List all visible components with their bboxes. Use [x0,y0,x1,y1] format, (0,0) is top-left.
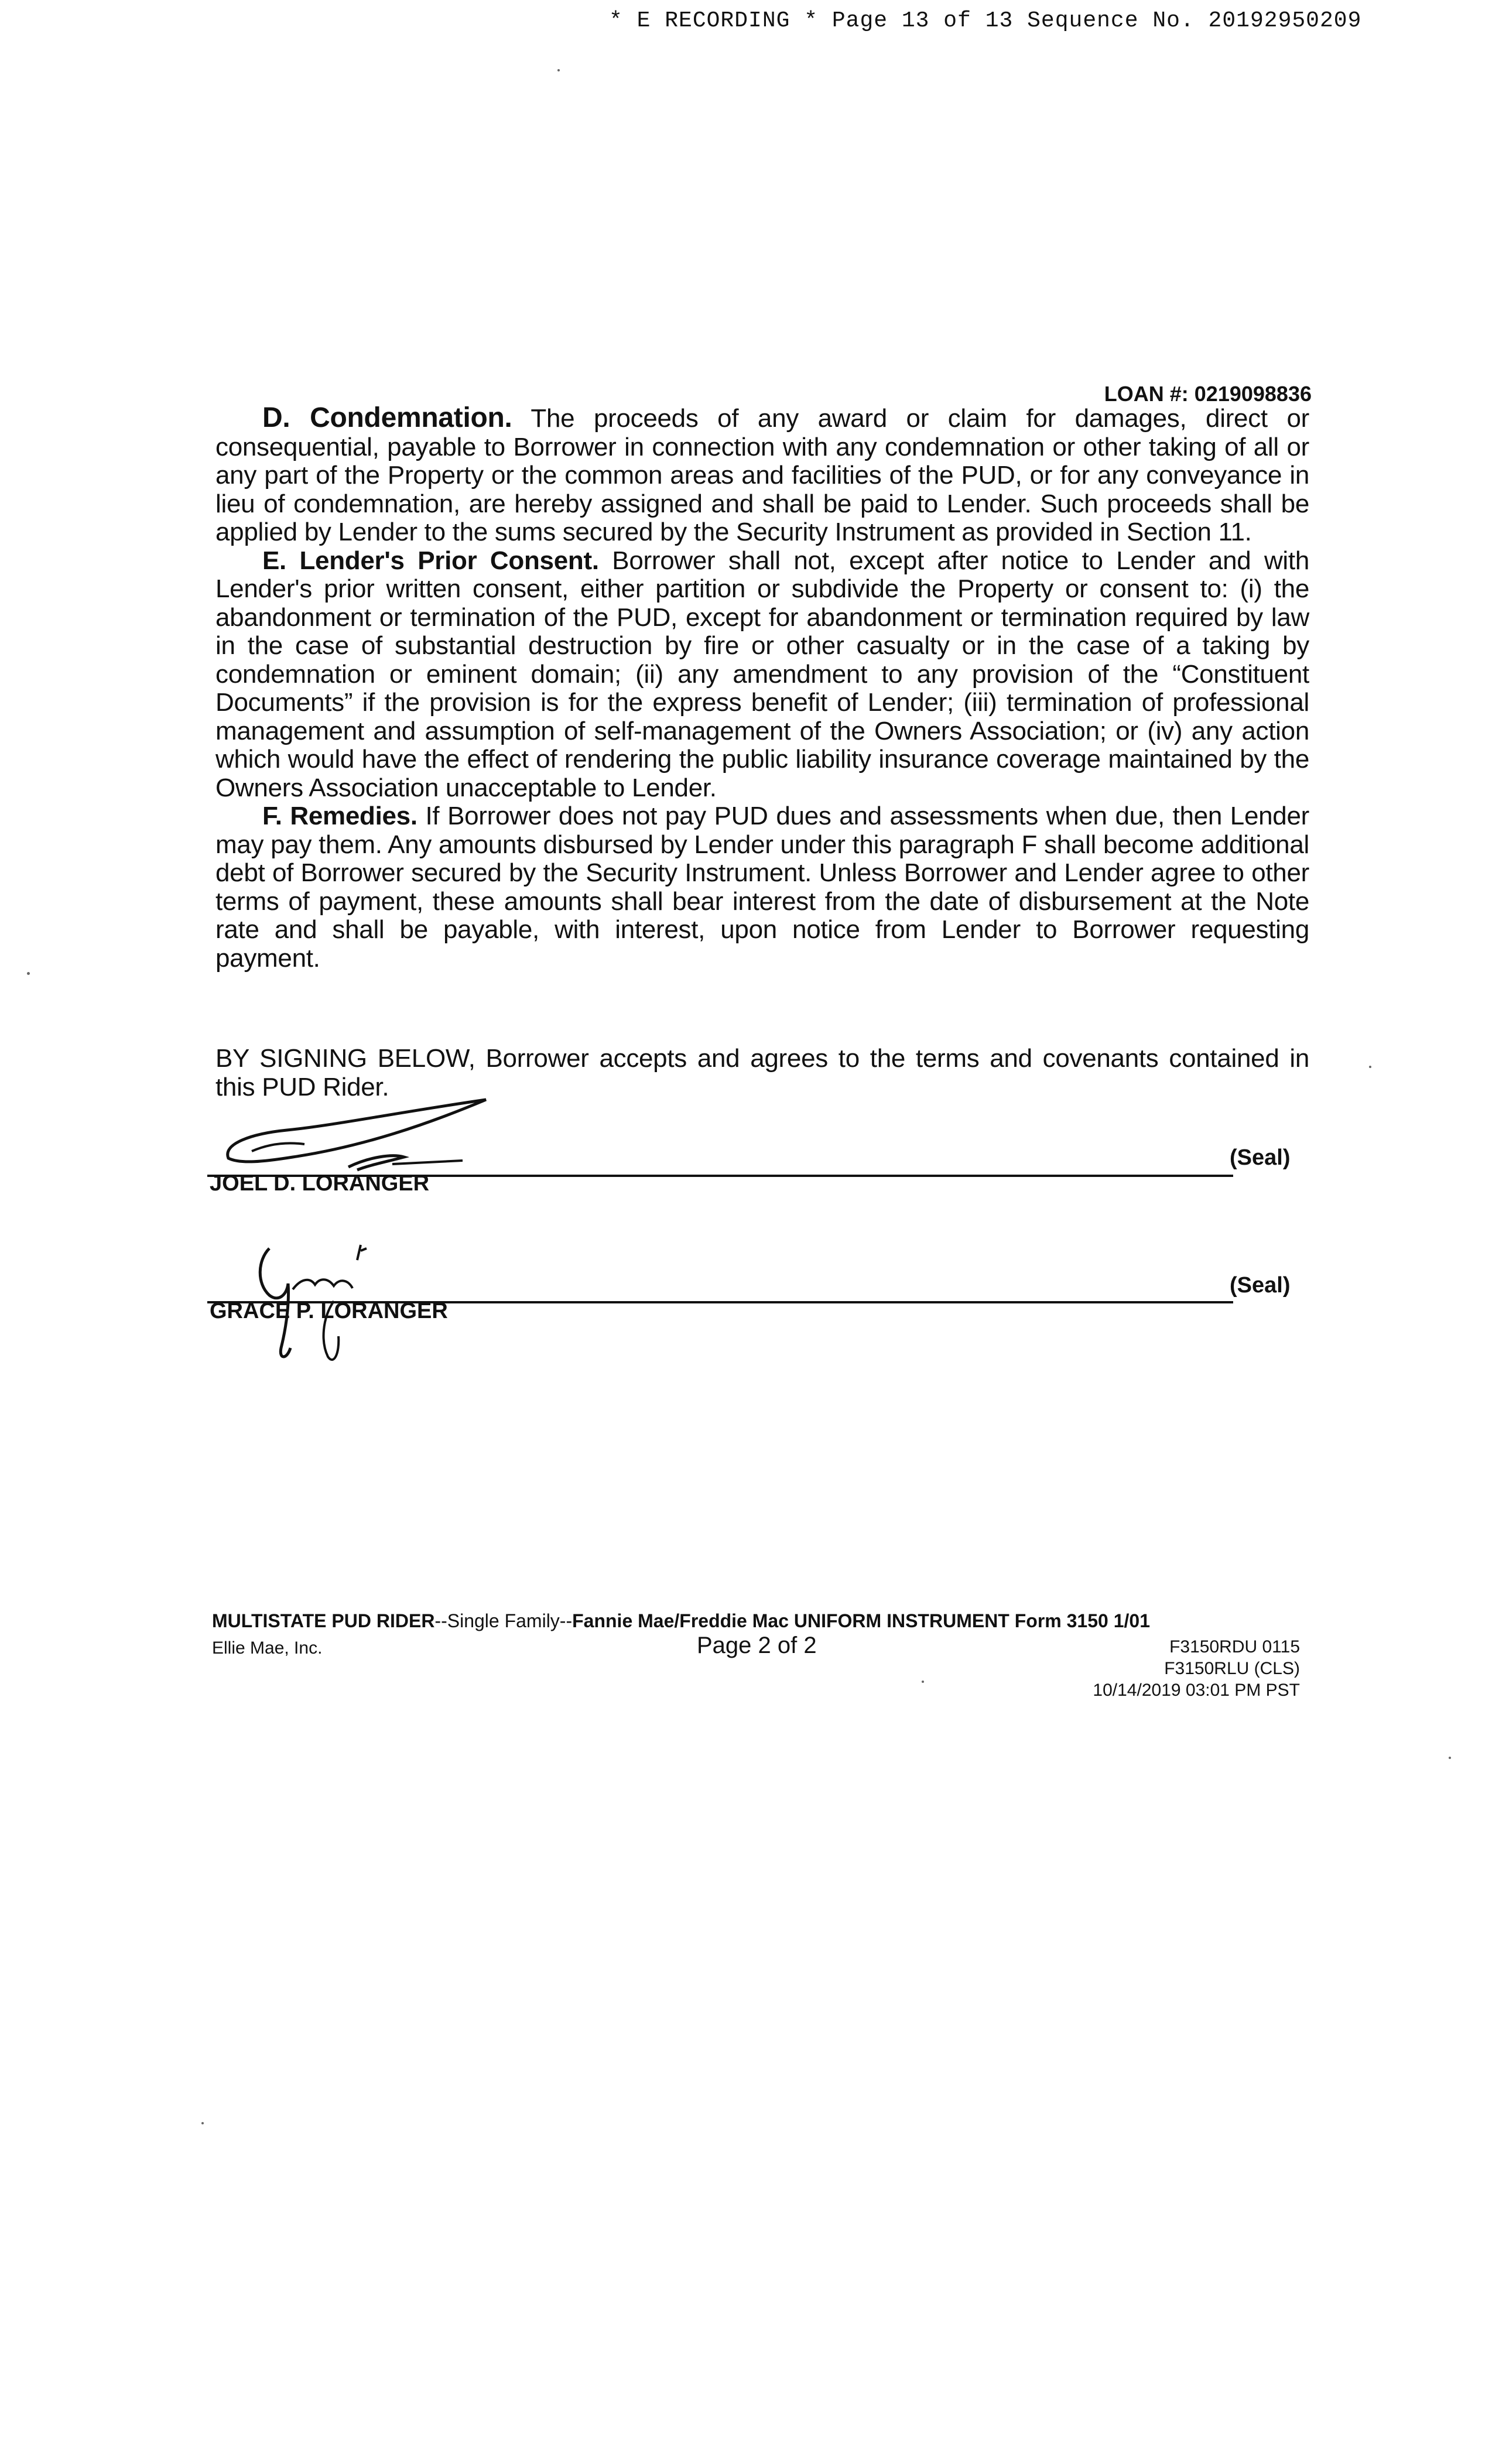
form-identifier-part3: Fannie Mae/Freddie Mac UNIFORM INSTRUMENT Form 3150 1/01 [572,1610,1150,1631]
signing-statement-text: BY SIGNING BELOW, Borrower accepts and agrees to the terms and covenants contained in this PUD Rider. [215,1044,1309,1101]
section-d-text: The proceeds of any award or claim for damages, direct or consequential, payable to Borrower in connection with any condemnation or other taking of all or any part of the Property or the common areas and facilities of the PUD, or for any conveyance in lieu of condemnation, are hereby assigned and shall be paid to Lender. Such proceeds shall be applied by Lender to the sums secured by the Security Instrument as provided in Section 11. [215,404,1309,546]
page-number: Page 2 of 2 [697,1633,817,1658]
print-timestamp: 10/14/2019 03:01 PM PST [1093,1681,1300,1700]
seal-label-1: (Seal) [1230,1145,1291,1170]
section-d-heading: D. Condemnation. [262,402,512,433]
scan-speck [557,69,560,71]
scan-speck [1449,1757,1451,1759]
form-identifier-part1: MULTISTATE PUD RIDER [212,1610,435,1631]
form-code-2: F3150RLU (CLS) [1164,1659,1300,1678]
section-f-text: If Borrower does not pay PUD dues and assessments when due, then Lender may pay them. Any amounts disbursed by Lender under this paragraph F shall become additional debt of Borrower secured by the Security Instrument. Unless Borrower and Lender agree to other terms of payment, these amounts shall bear interest from the date of disbursement at the Note rate and shall be payable, with interest, upon notice from Lender to Borrower requesting payment. [215,802,1309,973]
signer-name-1: JOEL D. LORANGER [210,1171,430,1196]
loan-number: LOAN #: 0219098836 [1104,382,1312,406]
section-e-text: Borrower shall not, except after notice to Lender and with Lender's prior written consent, either partition or subdivide the Property or consent to: (i) the abandonment or termination of the PUD, except for abandonment or termination required by law in the case of substantial destruction by fire or other casualty or in the case of a taking by condemnation or eminent domain; (ii) any amendment to any provision of the “Constituent Documents” if the provision is for the express benefit of Lender; (iii) termination of professional management and assumption of self-management of the Owners Association; or (iv) any action which would have the effect of rendering the public liability insurance coverage maintained by the Owners Association unacceptable to Lender. [215,546,1310,802]
scan-speck [201,2122,204,2124]
recording-header: * E RECORDING * Page 13 of 13 Sequence No. 20192950209 [609,8,1362,33]
section-d [215,404,1309,547]
scan-speck [27,972,30,975]
form-identifier [212,1610,1150,1632]
barcode-icon [843,2286,1019,2408]
company-name: Ellie Mae, Inc. [212,1638,323,1658]
section-e-heading: E. Lender's Prior Consent. [262,546,599,575]
section-e [215,547,1309,803]
form-code-1: F3150RDU 0115 [1169,1637,1300,1657]
rider-body [215,404,1309,973]
seal-label-2: (Seal) [1230,1273,1291,1298]
scan-speck [1369,1066,1371,1068]
signer-name-2: GRACE P. LORANGER [210,1299,448,1323]
form-identifier-part2: --Single Family-- [434,1610,573,1631]
section-f [215,802,1309,973]
scan-speck [922,1681,924,1683]
form-codes [1042,1636,1300,1701]
section-f-heading: F. Remedies. [262,802,417,830]
signature-1-mark [217,1088,498,1182]
